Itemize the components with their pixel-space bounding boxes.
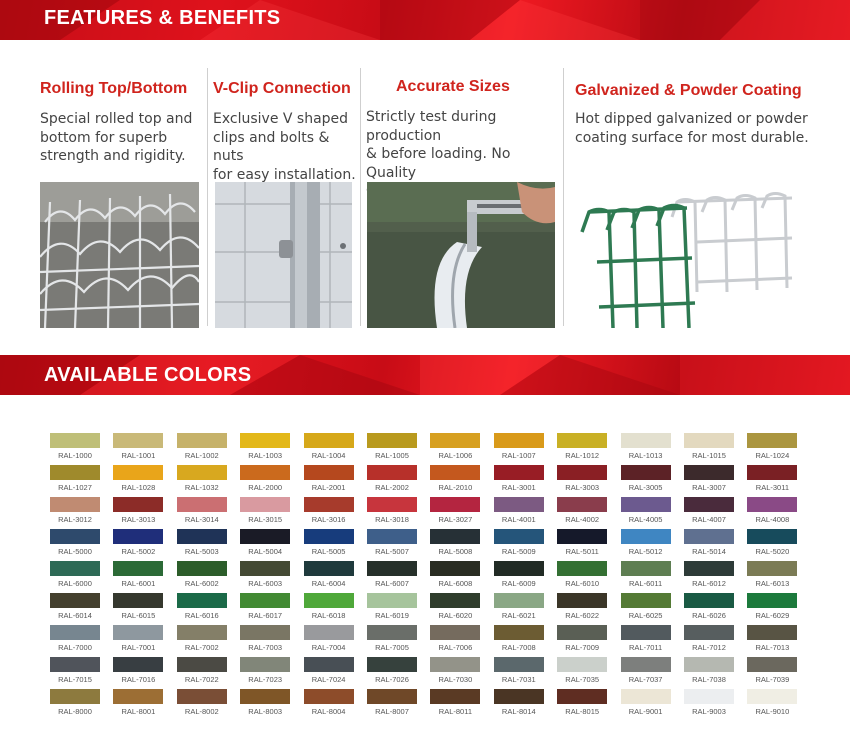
feature-description: Strictly test during production & before loading. No Quality bbox=[366, 109, 511, 181]
color-code-label: RAL-5000 bbox=[58, 547, 92, 556]
features-title: FEATURES & BENEFITS bbox=[44, 7, 281, 29]
color-code-label: RAL-8014 bbox=[501, 707, 536, 716]
color-code-label: RAL-7015 bbox=[58, 675, 92, 684]
color-code-label: RAL-9001 bbox=[628, 707, 663, 716]
color-swatch bbox=[50, 465, 100, 480]
color-swatch bbox=[747, 497, 797, 512]
feature-accurate-sizes bbox=[366, 66, 511, 181]
color-swatch bbox=[494, 433, 544, 448]
color-swatch bbox=[113, 689, 163, 704]
color-swatch bbox=[304, 561, 354, 576]
feature-description: Exclusive V shaped clips and bolts & nuts for easy installation. bbox=[213, 111, 356, 183]
color-code-label: RAL-7023 bbox=[248, 675, 283, 684]
color-swatch bbox=[177, 657, 227, 672]
color-code-label: RAL-6011 bbox=[628, 579, 663, 588]
color-swatch bbox=[113, 593, 163, 608]
color-swatch bbox=[557, 433, 607, 448]
color-code-label: RAL-6016 bbox=[184, 611, 219, 620]
color-swatch bbox=[684, 465, 734, 480]
color-code-label: RAL-7002 bbox=[184, 643, 219, 652]
color-code-label: RAL-7000 bbox=[58, 643, 92, 652]
color-code-label: RAL-3027 bbox=[438, 515, 473, 524]
color-code-label: RAL-7004 bbox=[311, 643, 346, 652]
color-code-label: RAL-6019 bbox=[375, 611, 409, 620]
color-swatch bbox=[177, 497, 227, 512]
color-swatch bbox=[621, 625, 671, 640]
color-code-label: RAL-2010 bbox=[438, 483, 473, 492]
color-swatch bbox=[367, 433, 417, 448]
color-swatch bbox=[367, 497, 417, 512]
color-code-label: RAL-2001 bbox=[311, 483, 346, 492]
color-code-label: RAL-7038 bbox=[692, 675, 726, 684]
caliper-photo bbox=[367, 182, 555, 328]
color-swatch bbox=[621, 465, 671, 480]
color-swatch bbox=[113, 625, 163, 640]
feature-title: V-Clip Connection bbox=[213, 80, 351, 97]
color-swatch bbox=[557, 465, 607, 480]
color-swatch bbox=[494, 689, 544, 704]
color-swatch bbox=[50, 657, 100, 672]
color-swatch bbox=[430, 689, 480, 704]
color-code-label: RAL-5012 bbox=[628, 547, 663, 556]
color-code-label: RAL-6021 bbox=[501, 611, 536, 620]
color-code-label: RAL-2000 bbox=[248, 483, 283, 492]
color-code-label: RAL-6014 bbox=[58, 611, 92, 620]
color-code-label: RAL-3014 bbox=[184, 515, 219, 524]
color-code-label: RAL-7030 bbox=[438, 675, 473, 684]
color-code-label: RAL-5011 bbox=[565, 547, 599, 556]
color-swatch bbox=[177, 689, 227, 704]
color-code-label: RAL-7008 bbox=[501, 643, 536, 652]
color-swatch bbox=[50, 433, 100, 448]
color-swatch bbox=[240, 689, 290, 704]
divider bbox=[360, 68, 361, 326]
color-swatch bbox=[50, 529, 100, 544]
color-code-label: RAL-3003 bbox=[565, 483, 600, 492]
color-swatch bbox=[747, 561, 797, 576]
color-code-label: RAL-9003 bbox=[692, 707, 726, 716]
color-swatch bbox=[621, 657, 671, 672]
color-code-label: RAL-1002 bbox=[184, 451, 219, 460]
color-swatch bbox=[240, 657, 290, 672]
color-code-label: RAL-5005 bbox=[311, 547, 346, 556]
color-code-label: RAL-8001 bbox=[121, 707, 156, 716]
color-code-label: RAL-8002 bbox=[184, 707, 219, 716]
color-code-label: RAL-7035 bbox=[565, 675, 600, 684]
colors-title: AVAILABLE COLORS bbox=[44, 364, 252, 386]
color-code-label: RAL-5008 bbox=[438, 547, 473, 556]
color-swatch bbox=[113, 497, 163, 512]
color-code-label: RAL-1032 bbox=[184, 483, 219, 492]
color-code-label: RAL-3018 bbox=[375, 515, 409, 524]
color-code-label: RAL-1024 bbox=[755, 451, 790, 460]
color-code-label: RAL-8007 bbox=[375, 707, 409, 716]
feature-title: Accurate Sizes bbox=[396, 78, 510, 95]
color-code-label: RAL-7003 bbox=[248, 643, 283, 652]
color-code-label: RAL-6001 bbox=[121, 579, 156, 588]
color-swatch bbox=[240, 433, 290, 448]
color-swatch bbox=[684, 625, 734, 640]
color-code-label: RAL-7009 bbox=[565, 643, 600, 652]
color-swatch bbox=[747, 657, 797, 672]
color-swatch bbox=[304, 625, 354, 640]
color-code-label: RAL-3016 bbox=[311, 515, 346, 524]
color-swatch bbox=[494, 625, 544, 640]
color-code-label: RAL-8004 bbox=[311, 707, 346, 716]
color-swatch bbox=[367, 657, 417, 672]
color-code-label: RAL-3007 bbox=[692, 483, 726, 492]
color-swatch bbox=[113, 657, 163, 672]
color-code-label: RAL-6000 bbox=[58, 579, 92, 588]
color-code-label: RAL-7011 bbox=[628, 643, 663, 652]
color-swatch bbox=[304, 497, 354, 512]
rolled-mesh-photo bbox=[40, 182, 199, 328]
color-code-label: RAL-1000 bbox=[58, 451, 92, 460]
color-swatch bbox=[367, 689, 417, 704]
color-swatch bbox=[430, 657, 480, 672]
color-code-label: RAL-6026 bbox=[692, 611, 726, 620]
color-swatch bbox=[50, 497, 100, 512]
color-code-label: RAL-6022 bbox=[565, 611, 600, 620]
color-swatch bbox=[430, 561, 480, 576]
color-code-label: RAL-6015 bbox=[121, 611, 156, 620]
color-swatch bbox=[684, 657, 734, 672]
color-swatch bbox=[367, 593, 417, 608]
feature-description: Hot dipped galvanized or powder coating surface for most durable. bbox=[575, 111, 809, 146]
color-code-label: RAL-6025 bbox=[628, 611, 663, 620]
color-code-label: RAL-1007 bbox=[501, 451, 536, 460]
color-swatch bbox=[430, 497, 480, 512]
color-code-label: RAL-4005 bbox=[628, 515, 663, 524]
color-swatch bbox=[177, 529, 227, 544]
color-code-label: RAL-5007 bbox=[375, 547, 409, 556]
color-swatch bbox=[621, 561, 671, 576]
color-swatch bbox=[747, 465, 797, 480]
color-code-label: RAL-6012 bbox=[692, 579, 726, 588]
color-code-label: RAL-4008 bbox=[755, 515, 790, 524]
color-swatch bbox=[557, 657, 607, 672]
color-code-label: RAL-5009 bbox=[501, 547, 536, 556]
color-swatch bbox=[430, 625, 480, 640]
color-swatch bbox=[557, 625, 607, 640]
color-swatch bbox=[430, 529, 480, 544]
color-swatch bbox=[747, 689, 797, 704]
color-code-label: RAL-8015 bbox=[565, 707, 600, 716]
v-clip-photo bbox=[215, 182, 352, 328]
color-code-label: RAL-8011 bbox=[438, 707, 472, 716]
color-code-label: RAL-3011 bbox=[755, 483, 789, 492]
color-code-label: RAL-7012 bbox=[692, 643, 726, 652]
color-code-label: RAL-6009 bbox=[501, 579, 536, 588]
color-code-label: RAL-7001 bbox=[121, 643, 156, 652]
color-swatch bbox=[557, 689, 607, 704]
color-swatch bbox=[240, 497, 290, 512]
color-code-label: RAL-6013 bbox=[755, 579, 790, 588]
color-code-label: RAL-1015 bbox=[692, 451, 726, 460]
color-swatch bbox=[304, 689, 354, 704]
color-code-label: RAL-8000 bbox=[58, 707, 92, 716]
color-swatch bbox=[240, 529, 290, 544]
features-banner bbox=[0, 0, 850, 40]
color-code-label: RAL-7006 bbox=[438, 643, 473, 652]
color-swatch bbox=[50, 689, 100, 704]
color-code-label: RAL-8003 bbox=[248, 707, 283, 716]
color-code-label: RAL-6003 bbox=[248, 579, 283, 588]
color-swatch bbox=[430, 593, 480, 608]
color-code-label: RAL-1028 bbox=[121, 483, 156, 492]
color-code-label: RAL-5004 bbox=[248, 547, 283, 556]
color-code-label: RAL-6010 bbox=[565, 579, 600, 588]
color-swatch bbox=[304, 465, 354, 480]
color-swatch bbox=[557, 497, 607, 512]
color-code-label: RAL-3013 bbox=[121, 515, 156, 524]
color-swatch bbox=[430, 433, 480, 448]
color-code-label: RAL-7022 bbox=[184, 675, 219, 684]
color-swatch bbox=[494, 561, 544, 576]
color-swatch bbox=[304, 657, 354, 672]
color-swatch bbox=[684, 497, 734, 512]
color-swatch bbox=[684, 689, 734, 704]
color-swatch bbox=[367, 529, 417, 544]
color-swatch bbox=[557, 529, 607, 544]
color-swatch bbox=[747, 529, 797, 544]
color-code-label: RAL-6020 bbox=[438, 611, 473, 620]
feature-title: Rolling Top/Bottom bbox=[40, 80, 188, 97]
color-code-label: RAL-1004 bbox=[311, 451, 346, 460]
color-code-label: RAL-1012 bbox=[565, 451, 600, 460]
color-swatch bbox=[240, 593, 290, 608]
color-swatch bbox=[621, 689, 671, 704]
color-swatch bbox=[367, 625, 417, 640]
color-code-label: RAL-3001 bbox=[501, 483, 536, 492]
color-code-label: RAL-1006 bbox=[438, 451, 473, 460]
color-swatch bbox=[494, 657, 544, 672]
color-code-label: RAL-6018 bbox=[311, 611, 346, 620]
feature-v-clip-connection bbox=[213, 66, 356, 183]
color-code-label: RAL-7031 bbox=[501, 675, 536, 684]
color-swatch bbox=[430, 465, 480, 480]
colors-banner bbox=[0, 355, 850, 395]
color-code-label: RAL-5003 bbox=[184, 547, 219, 556]
color-swatch bbox=[494, 529, 544, 544]
color-swatch bbox=[747, 433, 797, 448]
color-swatch bbox=[240, 561, 290, 576]
feature-description: Special rolled top and bottom for superb strength and rigidity. bbox=[40, 111, 193, 164]
color-swatch bbox=[304, 433, 354, 448]
color-code-label: RAL-1013 bbox=[628, 451, 663, 460]
color-code-label: RAL-5002 bbox=[121, 547, 156, 556]
color-code-label: RAL-1001 bbox=[121, 451, 156, 460]
color-code-label: RAL-5014 bbox=[692, 547, 726, 556]
color-swatch bbox=[494, 497, 544, 512]
color-code-label: RAL-3005 bbox=[628, 483, 663, 492]
color-code-label: RAL-9010 bbox=[755, 707, 790, 716]
color-code-label: RAL-7005 bbox=[375, 643, 409, 652]
color-swatch bbox=[177, 593, 227, 608]
color-swatch bbox=[240, 625, 290, 640]
coated-fence-photo bbox=[577, 182, 810, 328]
feature-rolling-top-bottom bbox=[40, 66, 193, 164]
color-swatch bbox=[177, 625, 227, 640]
color-swatch bbox=[177, 561, 227, 576]
color-code-label: RAL-6002 bbox=[184, 579, 219, 588]
color-swatch bbox=[177, 465, 227, 480]
color-swatch bbox=[177, 433, 227, 448]
color-code-label: RAL-6007 bbox=[375, 579, 409, 588]
color-code-label: RAL-4007 bbox=[692, 515, 726, 524]
color-code-label: RAL-1003 bbox=[248, 451, 283, 460]
color-swatch bbox=[684, 529, 734, 544]
divider bbox=[207, 68, 208, 326]
color-code-label: RAL-6029 bbox=[755, 611, 790, 620]
color-swatch bbox=[494, 465, 544, 480]
color-code-label: RAL-4001 bbox=[501, 515, 536, 524]
color-code-label: RAL-1027 bbox=[58, 483, 92, 492]
color-code-label: RAL-7037 bbox=[628, 675, 663, 684]
color-code-label: RAL-6017 bbox=[248, 611, 283, 620]
color-code-label: RAL-4002 bbox=[565, 515, 600, 524]
color-swatch bbox=[50, 561, 100, 576]
color-swatch bbox=[621, 593, 671, 608]
color-swatch bbox=[621, 529, 671, 544]
color-code-label: RAL-1005 bbox=[375, 451, 409, 460]
color-code-label: RAL-3012 bbox=[58, 515, 92, 524]
color-swatch bbox=[684, 561, 734, 576]
color-swatch bbox=[557, 561, 607, 576]
color-swatch bbox=[113, 433, 163, 448]
color-swatch bbox=[621, 497, 671, 512]
color-code-label: RAL-7013 bbox=[755, 643, 790, 652]
color-swatch bbox=[747, 593, 797, 608]
color-code-label: RAL-7039 bbox=[755, 675, 790, 684]
feature-galvanized-powder-coating bbox=[575, 66, 809, 146]
color-swatch bbox=[747, 625, 797, 640]
color-swatch bbox=[367, 465, 417, 480]
color-swatch bbox=[621, 433, 671, 448]
color-swatch bbox=[684, 593, 734, 608]
divider bbox=[563, 68, 564, 326]
color-swatch bbox=[304, 593, 354, 608]
color-swatch bbox=[494, 593, 544, 608]
color-code-label: RAL-7024 bbox=[311, 675, 346, 684]
color-code-label: RAL-6004 bbox=[311, 579, 346, 588]
color-swatch bbox=[113, 529, 163, 544]
color-swatch bbox=[367, 561, 417, 576]
color-code-label: RAL-6008 bbox=[438, 579, 473, 588]
color-code-label: RAL-2002 bbox=[375, 483, 409, 492]
color-swatch bbox=[557, 593, 607, 608]
color-code-label: RAL-3015 bbox=[248, 515, 283, 524]
color-swatch bbox=[240, 465, 290, 480]
color-swatch bbox=[684, 433, 734, 448]
color-swatch bbox=[304, 529, 354, 544]
color-swatch bbox=[113, 561, 163, 576]
color-code-label: RAL-7016 bbox=[121, 675, 156, 684]
color-code-label: RAL-7026 bbox=[375, 675, 409, 684]
color-swatch bbox=[50, 593, 100, 608]
color-code-label: RAL-5020 bbox=[755, 547, 790, 556]
feature-title: Galvanized & Powder Coating bbox=[575, 82, 802, 99]
color-swatch bbox=[113, 465, 163, 480]
color-swatch bbox=[50, 625, 100, 640]
